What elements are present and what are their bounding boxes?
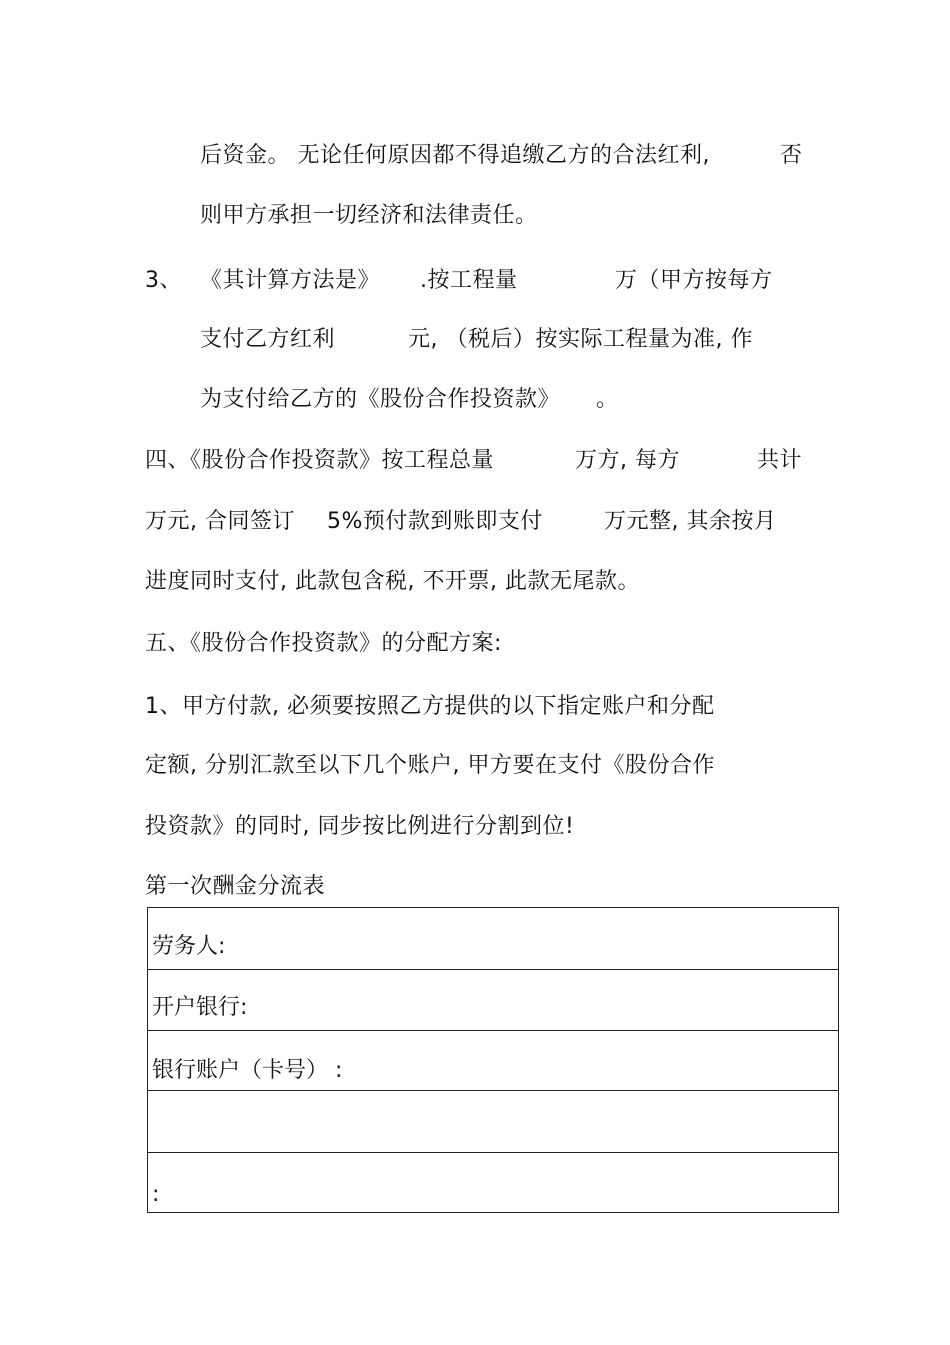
table-cell: 银行账户（卡号） : — [152, 1058, 343, 1083]
para-line: .按工程量 — [420, 268, 518, 293]
table-title: 第一次酬金分流表 — [145, 874, 326, 899]
para-line: 否 — [780, 143, 803, 168]
para-line: 《其计算方法是》 — [200, 268, 381, 293]
para-line: 万（甲方按每方 — [615, 268, 773, 293]
para-line: 1、甲方付款, 必须要按照乙方提供的以下指定账户和分配 — [145, 694, 715, 719]
section-heading: 五、《股份合作投资款》的分配方案: — [145, 631, 502, 656]
para-line: 。 — [596, 387, 619, 412]
para-line: 支付乙方红利 — [200, 327, 336, 352]
para-line: 进度同时支付, 此款包含税, 不开票, 此款无尾款。 — [145, 569, 640, 594]
para-line: 后资金。 无论任何原因都不得追缴乙方的合法红利, — [200, 143, 710, 168]
table-cell: 劳务人: — [152, 934, 226, 959]
para-line: 则甲方承担一切经济和法律责任。 — [200, 203, 538, 228]
para-line: 元, （税后）按实际工程量为准, 作 — [408, 327, 753, 352]
table-row — [148, 908, 838, 969]
para-line: 5%预付款到账即支付 — [327, 509, 543, 534]
table-row — [148, 969, 838, 1031]
para-line: 万方, 每方 — [575, 448, 680, 473]
table-row — [148, 1030, 838, 1091]
para-line: 共计 — [757, 448, 803, 473]
item-number: 3、 — [145, 268, 182, 293]
para-line: 为支付给乙方的《股份合作投资款》 — [200, 387, 561, 412]
table-row — [148, 1090, 838, 1153]
para-line: 定额, 分别汇款至以下几个账户, 甲方要在支付《股份合作 — [145, 753, 715, 778]
table-cell: : — [152, 1182, 160, 1207]
table-row — [148, 1152, 838, 1213]
section-heading: 四、《股份合作投资款》按工程总量 — [145, 448, 495, 473]
para-line: 万元整, 其余按月 — [604, 509, 777, 534]
para-line: 万元, 合同签订 — [145, 509, 295, 534]
para-line: 投资款》的同时, 同步按比例进行分割到位! — [145, 814, 575, 839]
payment-split-table — [147, 907, 839, 1213]
table-cell: 开户银行: — [152, 995, 248, 1020]
